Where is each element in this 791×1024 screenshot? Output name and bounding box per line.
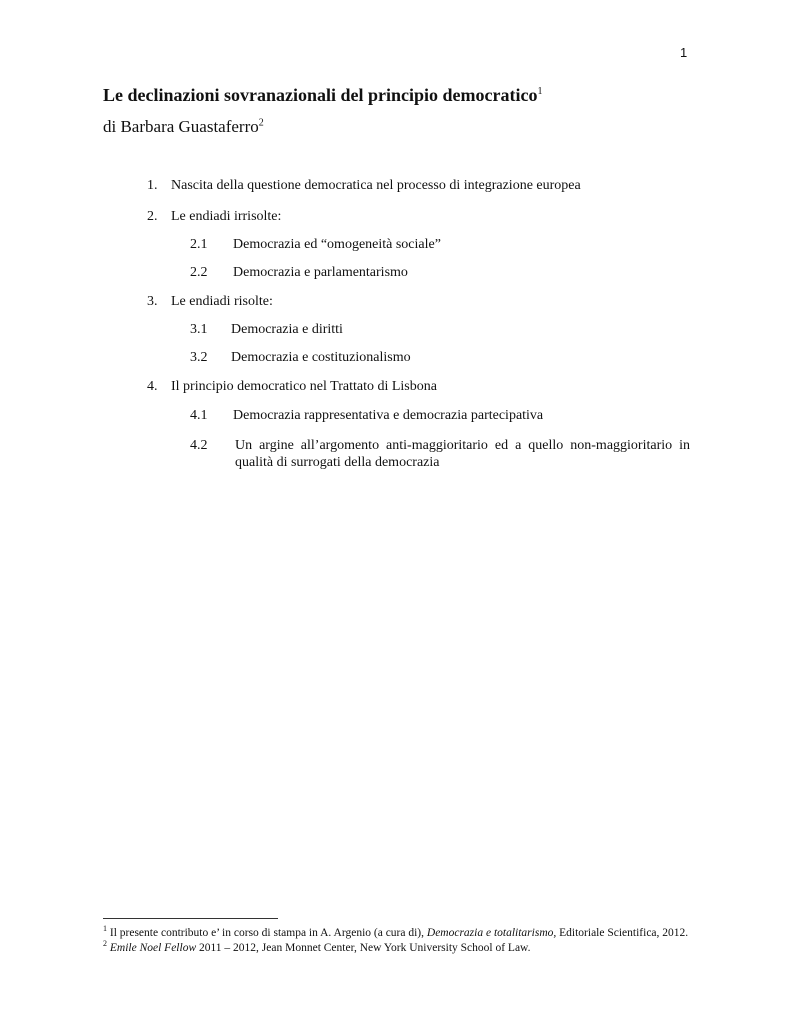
page-number: 1: [680, 45, 688, 60]
toc-text: Democrazia e costituzionalismo: [231, 350, 411, 365]
toc-number: 3.1: [190, 322, 208, 337]
toc-item-3-1: [190, 322, 343, 338]
footnote-2: [103, 941, 688, 956]
title-text: Le declinazioni sovranazionali del principio democratico: [103, 85, 538, 105]
toc-number: 3.: [147, 294, 158, 309]
toc-number: 4.: [147, 379, 158, 394]
toc-item-2: [147, 209, 281, 225]
toc-item-4: [147, 379, 437, 395]
document-title: [103, 85, 542, 106]
toc-number: 4.1: [190, 408, 208, 423]
toc-text: Nascita della questione democratica nel processo di integrazione europea: [171, 178, 581, 193]
toc-text: Democrazia e diritti: [231, 322, 343, 337]
title-footnote-ref[interactable]: 1: [537, 86, 543, 97]
toc-text: Il principio democratico nel Trattato di Lisbona: [171, 379, 437, 394]
toc-item-2-2: [190, 265, 408, 281]
footnote-text: Il presente contributo e’ in corso di stampa in A. Argenio (a cura di),: [107, 927, 427, 939]
toc-item-3: [147, 294, 273, 310]
footnote-separator: [103, 918, 278, 919]
footnote-text: Editoriale Scientifica, 2012.: [556, 927, 689, 939]
author-text: di Barbara Guastaferro: [103, 117, 259, 136]
footnote-mark: 1: [103, 924, 107, 934]
footnote-fellowship: Emile Noel Fellow: [109, 942, 197, 954]
toc-number: 2.2: [190, 265, 208, 280]
footnote-book-title: Democrazia e totalitarismo,: [426, 927, 557, 939]
toc-item-3-2: [190, 350, 411, 366]
toc-number: 1.: [147, 178, 158, 193]
footnote-1: [103, 926, 688, 941]
toc-number: 2.: [147, 209, 158, 224]
toc-item-4-1: [190, 408, 543, 424]
footnote-text: 2011 – 2012, Jean Monnet Center, New York University School of Law.: [196, 942, 531, 954]
footnotes: [103, 926, 688, 956]
toc-text: Democrazia rappresentativa e democrazia partecipativa: [233, 408, 544, 423]
toc-text: Le endiadi irrisolte:: [171, 209, 282, 224]
toc-text: Democrazia e parlamentarismo: [233, 265, 408, 280]
footnote-mark: 2: [103, 939, 107, 949]
toc-text: Democrazia ed “omogeneità sociale”: [233, 237, 441, 252]
toc-item-4-2: [190, 437, 690, 471]
toc-number: 4.2: [190, 438, 208, 453]
toc-text: Un argine all’argomento anti-maggioritario ed a quello non-maggioritario in qualità di surrogati della democrazia: [235, 438, 690, 470]
toc-item-2-1: [190, 237, 441, 253]
toc-number: 2.1: [190, 237, 208, 252]
author-line: [103, 117, 264, 137]
toc-text: Le endiadi risolte:: [171, 294, 273, 309]
toc-item-1: [147, 178, 581, 194]
author-footnote-ref[interactable]: 2: [258, 117, 264, 129]
toc-number: 3.2: [190, 350, 208, 365]
